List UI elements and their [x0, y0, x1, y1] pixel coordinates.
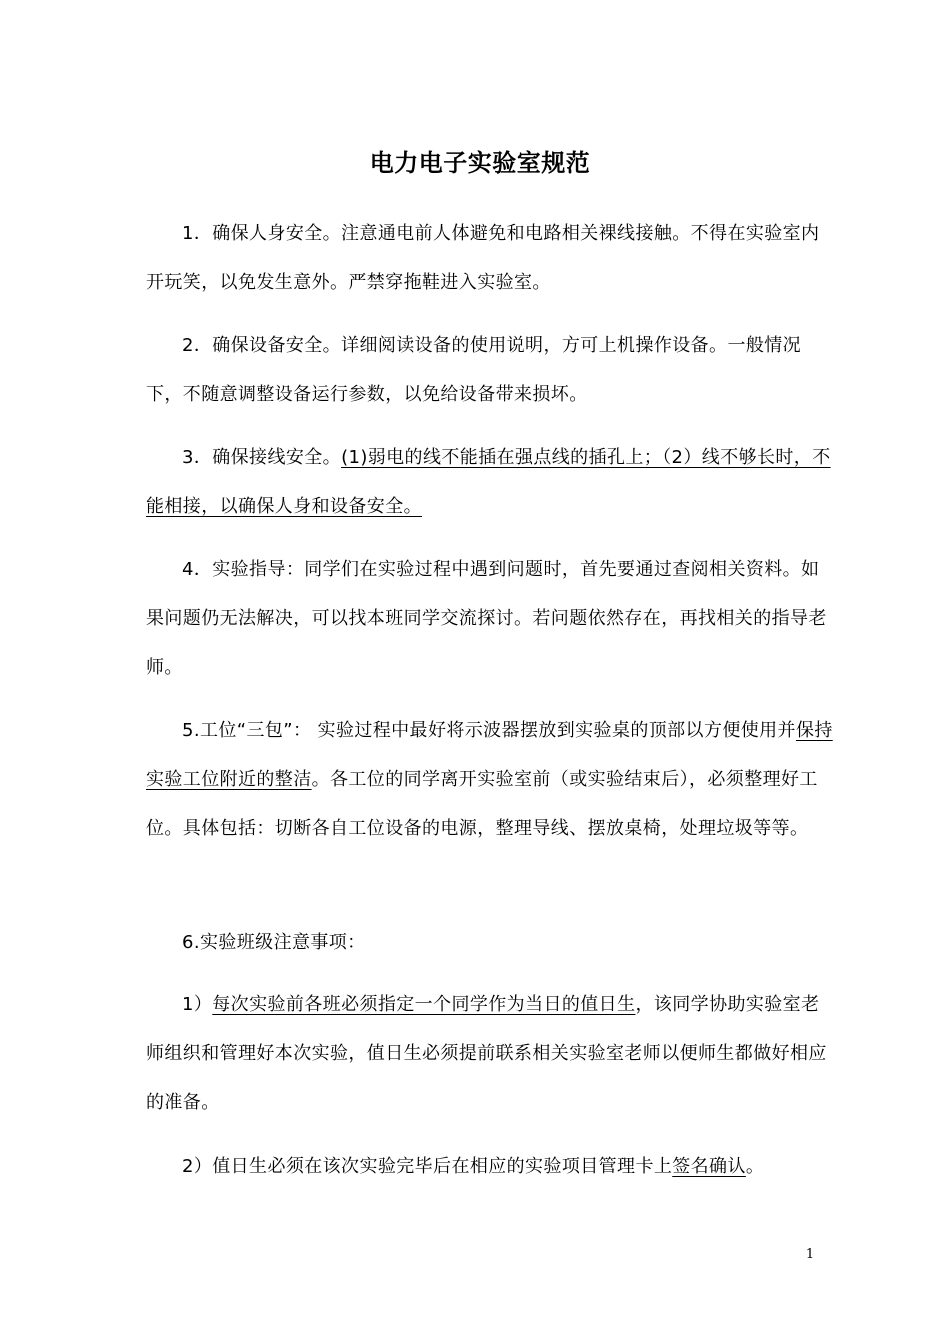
page-number: 1 [805, 1247, 815, 1262]
paragraph-text: 5.工位“三包”： 实验过程中最好将示波器摆放到实验桌的顶部以方便使用并 [182, 720, 796, 741]
paragraph-wiring-safety [146, 433, 836, 531]
paragraph-text: 6.实验班级注意事项： [182, 932, 366, 953]
paragraph-equipment-safety [146, 321, 836, 419]
underlined-text: (1)弱电的线不能插在强点线的插孔上；（2）线不够长时，不能相接，以确保人身和设备安全。 [146, 447, 831, 517]
paragraph-text: ，该同学协助实验室老师组织和管理好本次实验，值日生必须提前联系相关实验室老师以便师生都做好相应的准备。 [146, 994, 827, 1113]
underlined-text: 每次实验前各班必须指定一个同学作为当日的值日生 [212, 994, 636, 1015]
paragraph-text: 。 [745, 1156, 765, 1177]
paragraph-text: 。各工位的同学离开实验室前（或实验结束后），必须整理好工位。具体包括：切断各自工位设备的电源，整理导线、摆放桌椅，处理垃圾等等。 [146, 769, 818, 839]
underlined-text: 签名确认 [672, 1156, 746, 1177]
paragraph-text: 3．确保接线安全。 [182, 447, 342, 468]
paragraph-workstation-rules [146, 706, 836, 853]
paragraph-text: 4．实验指导：同学们在实验过程中遇到问题时，首先要通过查阅相关资料。如果问题仍无法解决，可以找本班同学交流探讨。若问题依然存在，再找相关的指导老师。 [146, 559, 827, 678]
paragraph-duty-student [146, 980, 836, 1127]
paragraph-experiment-guidance [146, 545, 836, 692]
page-title: 电力电子实验室规范 [369, 149, 591, 177]
paragraph-personal-safety [146, 209, 836, 307]
paragraph-text: 2．确保设备安全。详细阅读设备的使用说明，方可上机操作设备。一般情况下，不随意调整设备运行参数，以免给设备带来损坏。 [146, 335, 802, 405]
paragraph-text: 1） [182, 994, 213, 1015]
paragraph-sign-confirmation [146, 1142, 836, 1191]
underlined-text: 保持实验工位附近的整洁 [146, 720, 833, 790]
paragraph-class-notes-heading [146, 918, 836, 967]
paragraph-text: 1．确保人身安全。注意通电前人体避免和电路相关裸线接触。不得在实验室内开玩笑，以免发生意外。严禁穿拖鞋进入实验室。 [146, 223, 820, 293]
paragraph-text: 2）值日生必须在该次实验完毕后在相应的实验项目管理卡上 [182, 1156, 673, 1177]
